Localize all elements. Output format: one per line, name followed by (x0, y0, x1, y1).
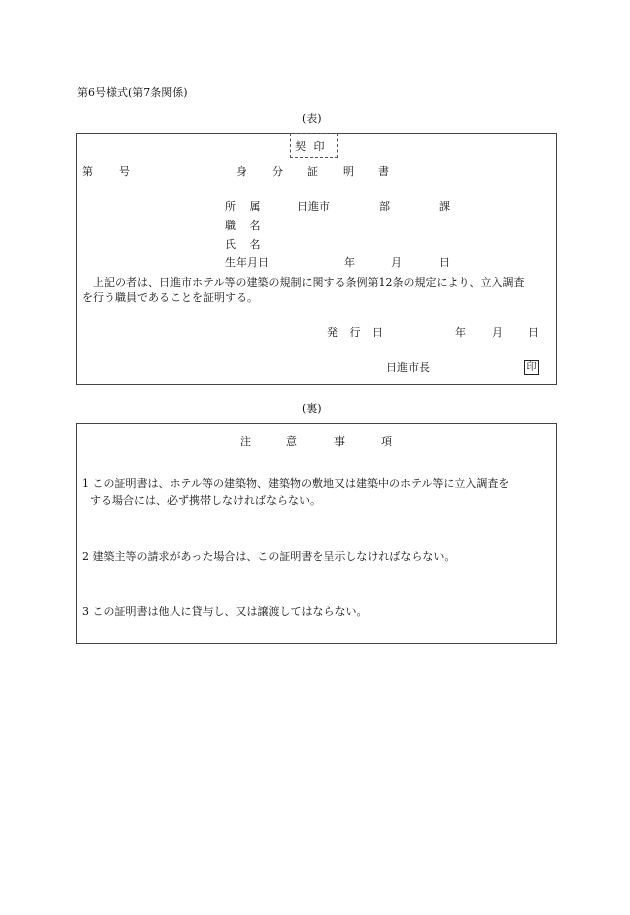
official-seal-box: 印 (524, 360, 539, 375)
cert-title-char: 書 (378, 165, 389, 178)
birth-day-label: 日 (439, 256, 450, 269)
cert-title-char: 証 (307, 165, 318, 178)
back-label: (裏) (302, 402, 322, 415)
certification-text-line1: 上記の者は、日進市ホテル等の建築の規制に関する条例第12条の規定により、立入調査 (93, 276, 525, 289)
name-label: 氏 名 (225, 238, 261, 251)
birthdate-label: 生年月日 (225, 256, 269, 269)
cert-title-char: 分 (272, 165, 283, 178)
issue-day-label: 日 (528, 326, 539, 339)
section-label: 課 (439, 200, 450, 213)
cert-number-suffix: 号 (119, 165, 130, 178)
notes-title-char: 項 (381, 435, 392, 448)
certification-text-line2: を行う職員であることを証明する。 (82, 291, 258, 304)
mayor-label: 日進市長 (386, 361, 430, 374)
department-label: 部 (379, 200, 390, 213)
notes-title-char: 意 (286, 435, 297, 448)
position-label: 職 名 (225, 219, 261, 232)
affiliation-city: 日進市 (297, 200, 330, 213)
affiliation-label: 所 属 (225, 200, 261, 213)
birth-year-label: 年 (344, 256, 355, 269)
note-item-1-line1: 1 この証明書は、ホテル等の建築物、建築物の敷地又は建築中のホテル等に立入調査を (82, 477, 510, 490)
form-number-title: 第6号様式(第7条関係) (77, 86, 188, 99)
cert-number-prefix: 第 (82, 165, 93, 178)
issue-month-label: 月 (492, 326, 503, 339)
note-item-1-line2: する場合には、必ず携帯しなければならない。 (90, 494, 321, 507)
note-item-3: 3 この証明書は他人に貸与し、又は譲渡してはならない。 (82, 605, 368, 618)
cert-title-char: 身 (236, 165, 247, 178)
note-item-2: 2 建築主等の請求があった場合は、この証明書を呈示しなければならない。 (82, 550, 456, 563)
notes-title-char: 事 (334, 435, 345, 448)
notes-title-char: 注 (240, 435, 251, 448)
issue-year-label: 年 (455, 326, 466, 339)
front-label: (表) (302, 112, 322, 125)
birth-month-label: 月 (391, 256, 402, 269)
tally-stamp-label: 契 印 (295, 140, 327, 153)
issue-date-label: 発 行 日 (327, 326, 383, 339)
cert-title-char: 明 (343, 165, 354, 178)
